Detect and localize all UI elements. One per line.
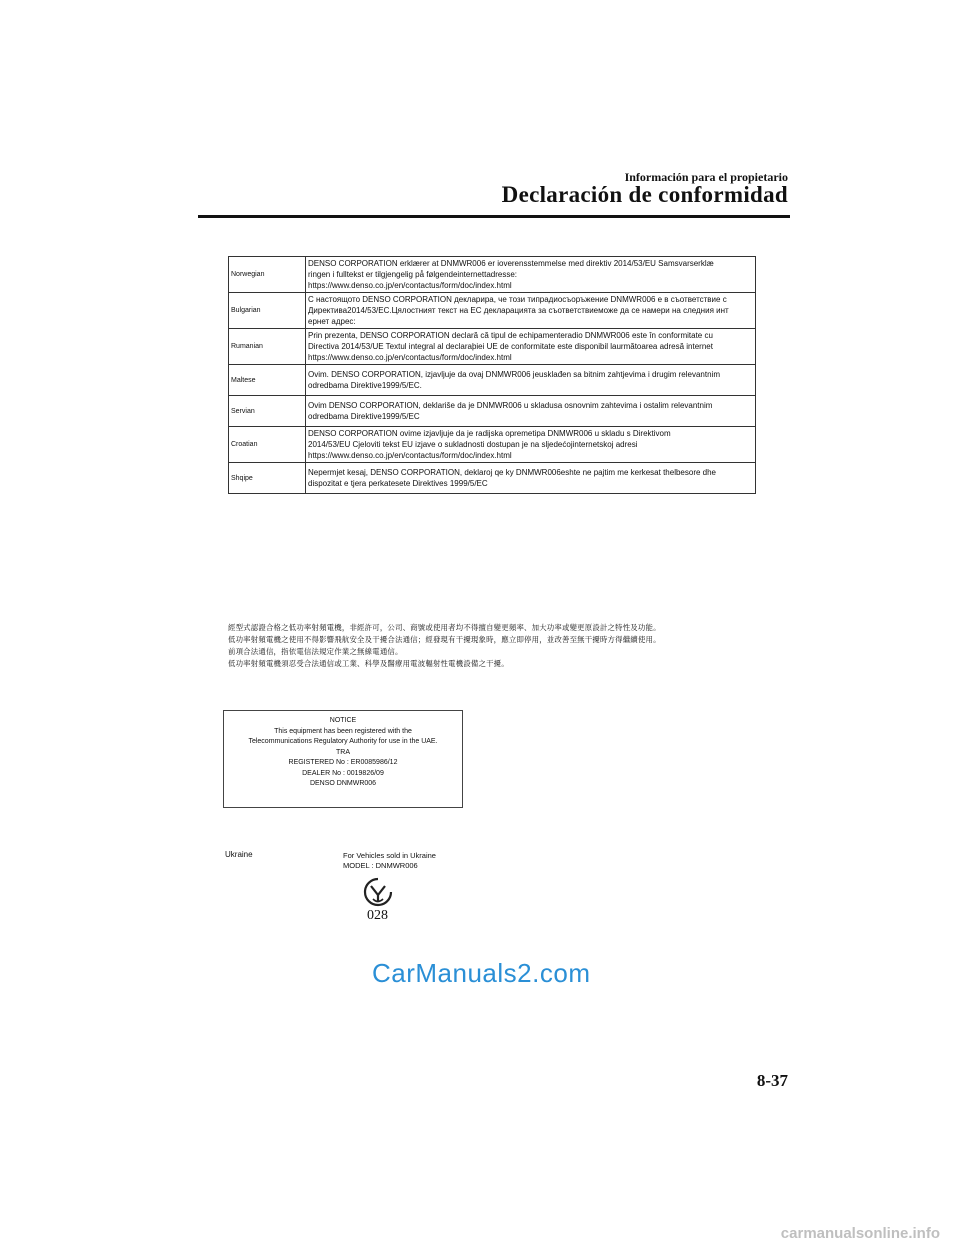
uae-notice-line: DENSO DNMWR006 <box>309 780 377 787</box>
declaration-language: Croatian <box>229 427 306 463</box>
uae-notice-line: NOTICE <box>329 717 357 724</box>
declaration-text <box>306 257 756 293</box>
uae-tra-notice-box <box>223 710 463 808</box>
declaration-language: Servian <box>229 396 306 427</box>
taiwan-notice-line: 經型式認證合格之低功率射頻電機，非經許可，公司、商號或使用者均不得擅自變更頻率、加大功率或變更原設計之特性及功能。 <box>228 623 661 632</box>
taiwan-ncc-notice <box>228 622 748 670</box>
declaration-language: Shqipe <box>229 463 306 494</box>
declaration-text-line: ернет адрес: <box>308 317 356 326</box>
declaration-row <box>229 427 756 463</box>
declaration-table <box>228 256 756 494</box>
uae-notice-line: This equipment has been registered with the <box>274 727 412 735</box>
declaration-row <box>229 329 756 365</box>
header-divider <box>198 215 790 218</box>
page-number: 8-37 <box>756 1071 788 1090</box>
uae-notice-line: REGISTERED No : ER0085986/12 <box>288 759 398 766</box>
declaration-language: Maltese <box>229 365 306 396</box>
declaration-text <box>306 463 756 494</box>
declaration-language: Bulgarian <box>229 293 306 329</box>
uae-notice-line: TRA <box>336 748 350 756</box>
declaration-text-line: ringen i fulltekst er tilgjengelig på følgendeinternettadresse: <box>308 270 518 279</box>
declaration-language: Norwegian <box>229 257 306 293</box>
declaration-text-line: DENSO CORPORATION erklærer at DNMWR006 er ioverensstemmelse med direktiv 2014/53/EU Samsvarserklæ <box>308 259 714 268</box>
declaration-text-line: Directiva 2014/53/UE Textul integral al declaraþiei UE de conformitate este disponibil laurmătoarea adresă internet <box>308 342 713 351</box>
declaration-text-line: 2014/53/EU Cjeloviti tekst EU izjave o sukladnosti dostupan je na sljedećojinternetskoj adresi <box>308 440 638 449</box>
declaration-text-line: Директива2014/53/ЕС.Цялостният текст на ЕС декларацията за съответствиеможе да се намери на следния инт <box>308 306 729 315</box>
declaration-text-line: DENSO CORPORATION ovime izjavljuje da je radijska opremetipa DNMWR006 u skladu s Direktivom <box>308 429 671 438</box>
declaration-text-line: С настоящото DENSO CORPORATION декларира, че този типрадиосъоръжение DNMWR006 е в съответствие с <box>308 295 727 304</box>
declaration-text-line: odredbama Direktive1999/5/EC <box>308 412 420 421</box>
watermark-footer: carmanualsonline.info <box>780 1225 940 1242</box>
taiwan-notice-line: 前項合法通信，指依電信法規定作業之無線電通信。 <box>228 647 403 656</box>
ukraine-country-label: Ukraine <box>225 850 253 859</box>
declaration-text-line: https://www.denso.co.jp/en/contactus/form/doc/index.html <box>308 451 512 460</box>
declaration-text <box>306 396 756 427</box>
declaration-text-line: Prin prezenta, DENSO CORPORATION declară că tipul de echipamenteradio DNMWR006 este în conformitate cu <box>308 331 713 340</box>
ukraine-label-line: For Vehicles sold in Ukraine <box>343 851 436 860</box>
taiwan-notice-line: 低功率射頻電機須忍受合法通信或工業、科學及醫療用電波輻射性電機設備之干擾。 <box>228 659 509 668</box>
declaration-text <box>306 293 756 329</box>
taiwan-notice-line: 低功率射頻電機之使用不得影響飛航安全及干擾合法通信；經發現有干擾現象時，應立即停用，並改善至無干擾時方得繼續使用。 <box>228 635 661 644</box>
declaration-text-line: odredbama Direktive1999/5/EC. <box>308 381 422 390</box>
declaration-text-line: https://www.denso.co.jp/en/contactus/form/doc/index.html <box>308 281 512 290</box>
declaration-text <box>306 365 756 396</box>
ukraine-label-line: MODEL : DNMWR006 <box>343 861 418 870</box>
declaration-row <box>229 396 756 427</box>
declaration-language: Rumanian <box>229 329 306 365</box>
ukraine-model-label <box>343 851 436 871</box>
ukraine-mark-code: 028 <box>367 908 388 923</box>
declaration-row <box>229 257 756 293</box>
uae-notice-line: DEALER No : 0019826/09 <box>302 769 384 777</box>
declaration-row <box>229 463 756 494</box>
declaration-text-line: Ovim. DENSO CORPORATION, izjavljuje da ovaj DNMWR006 jeusklađen sa bitnim zahtjevima i drugim relevantnim <box>308 370 720 379</box>
page-title: Declaración de conformidad <box>501 182 788 207</box>
declaration-text <box>306 329 756 365</box>
declaration-text <box>306 427 756 463</box>
declaration-row <box>229 365 756 396</box>
declaration-text-line: Ovim DENSO CORPORATION, deklariše da je DNMWR006 u skladusa osnovnim zahtevima i ostalim relevantnim <box>308 401 713 410</box>
declaration-row <box>229 293 756 329</box>
uae-notice-line: Telecommunications Regulatory Authority for use in the UAE. <box>248 738 438 745</box>
declaration-text-line: https://www.denso.co.jp/en/contactus/form/doc/index.html <box>308 353 512 362</box>
watermark-carmanuals2: CarManuals2.com <box>372 958 591 988</box>
declaration-text-line: Nepermjet kesaj, DENSO CORPORATION, deklaroj qe ky DNMWR006eshte ne pajtim me kerkesat thelbesore dhe <box>308 468 717 477</box>
declaration-text-line: dispozitat e tjera perkatesete Direktives 1999/5/EC <box>308 479 488 488</box>
section-subtitle: Información para el propietario <box>624 170 788 184</box>
